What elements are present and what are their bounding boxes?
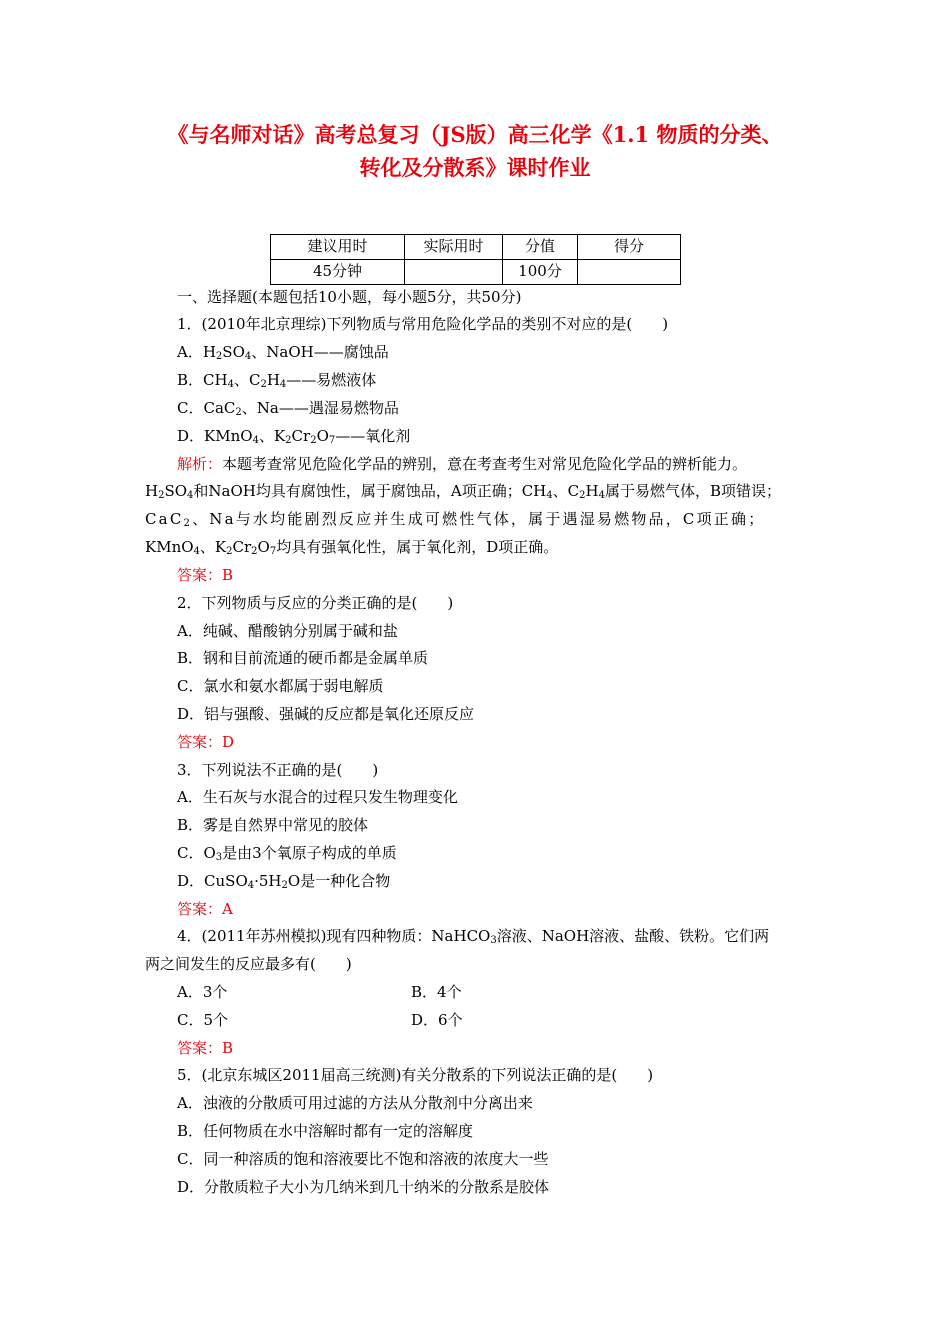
- section-heading: 一、选择题(本题包括10小题，每小题5分，共50分): [177, 288, 522, 306]
- explanation-label: 解析：: [177, 455, 223, 473]
- q5-option-c: C．同一种溶质的饱和溶液要比不饱和溶液的浓度大一些: [177, 1150, 549, 1168]
- q1-explanation-line-1: 解析：本题考查常见危险化学品的辨别，意在考查考生对常见危险化学品的辨析能力。: [177, 455, 748, 473]
- header-actual-time: 实际用时: [405, 235, 503, 260]
- q1-explanation-line-2: $H_2SO_4$和NaOH均具有腐蚀性，属于腐蚀品，A项正确；$CH_4$、$C_2H_4$属于易燃气体，B项错误；: [145, 482, 781, 501]
- q1-answer: 答案：B: [177, 566, 234, 584]
- q4-option-d: D．6个: [411, 1011, 463, 1029]
- q4-stem-line-2: 两之间发生的反应最多有( ): [145, 955, 352, 973]
- q1-option-d: D．KMnO$_4$、$K_2Cr_2O_7——$氧化剂: [177, 427, 411, 446]
- header-score: 得分: [578, 235, 681, 260]
- q3-option-d: D．$CuSO_4\cdot 5H_2O$是一种化合物: [177, 872, 391, 891]
- q5-option-d: D．分散质粒子大小为几纳米到几十纳米的分散系是胶体: [177, 1178, 550, 1196]
- value-score: [578, 260, 681, 285]
- q4-stem-line-1: 4．(2011年苏州模拟)现有四种物质：NaHCO$_3$溶液、NaOH溶液、盐酸、铁粉。它们两: [177, 927, 770, 946]
- q5-option-b: B．任何物质在水中溶解时都有一定的溶解度: [177, 1122, 474, 1140]
- q1-option-a: A．$H_2SO_4$、NaOH——腐蚀品: [177, 343, 389, 362]
- q3-option-b: B．雾是自然界中常见的胶体: [177, 816, 369, 834]
- q2-option-a: A．纯碱、醋酸钠分别属于碱和盐: [177, 622, 398, 640]
- q1-stem: 1．(2010年北京理综)下列物质与常用危险化学品的类别不对应的是( ): [177, 315, 669, 333]
- q3-option-c: C．$O_3$是由3个氧原子构成的单质: [177, 844, 397, 863]
- q2-option-c: C．氯水和氨水都属于弱电解质: [177, 677, 384, 695]
- q1-explanation-line-3: CaC$_2$、Na与水均能剧烈反应并生成可燃性气体，属于遇湿易燃物品，C项正确；: [145, 510, 766, 529]
- q1-explanation-line-4: KMnO$_4$、$K_2Cr_2O_7$均具有强氧化性，属于氧化剂，D项正确。: [145, 538, 559, 557]
- q4-option-c: C．5个: [177, 1011, 229, 1029]
- header-points: 分值: [503, 235, 578, 260]
- score-table-header-row: [271, 235, 681, 260]
- q2-option-d: D．铝与强酸、强碱的反应都是氧化还原反应: [177, 705, 475, 723]
- q5-option-a: A．浊液的分散质可用过滤的方法从分散剂中分离出来: [177, 1094, 533, 1112]
- header-suggested-time: 建议用时: [271, 235, 405, 260]
- q3-stem: 3．下列说法不正确的是( ): [177, 761, 379, 779]
- title-line-2: 转化及分散系》课时作业: [359, 155, 591, 180]
- q1-option-c: C．CaC$_2$、Na——遇湿易燃物品: [177, 399, 399, 418]
- q3-option-a: A．生石灰与水混合的过程只发生物理变化: [177, 788, 458, 806]
- score-table: [270, 234, 681, 285]
- q1-option-b: B．$CH_4$、$C_2H_4——$易燃液体: [177, 371, 377, 390]
- q2-stem: 2．下列物质与反应的分类正确的是( ): [177, 594, 454, 612]
- score-table-value-row: [271, 260, 681, 285]
- q2-option-b: B．钢和目前流通的硬币都是金属单质: [177, 649, 429, 667]
- value-suggested-time: 45分钟: [271, 260, 405, 285]
- value-points: 100分: [503, 260, 578, 285]
- q2-answer: 答案：D: [177, 733, 235, 751]
- q4-option-b: B．4个: [411, 983, 462, 1001]
- q4-answer: 答案：B: [177, 1039, 234, 1057]
- q4-option-a: A．3个: [177, 983, 228, 1001]
- title-line-1: 《与名师对话》高考总复习（JS版）高三化学《1.1 物质的分类、: [167, 122, 783, 147]
- value-actual-time: [405, 260, 503, 285]
- q5-stem: 5．(北京东城区2011届高三统测)有关分散系的下列说法正确的是( ): [177, 1066, 654, 1084]
- q3-answer: 答案：A: [177, 900, 233, 918]
